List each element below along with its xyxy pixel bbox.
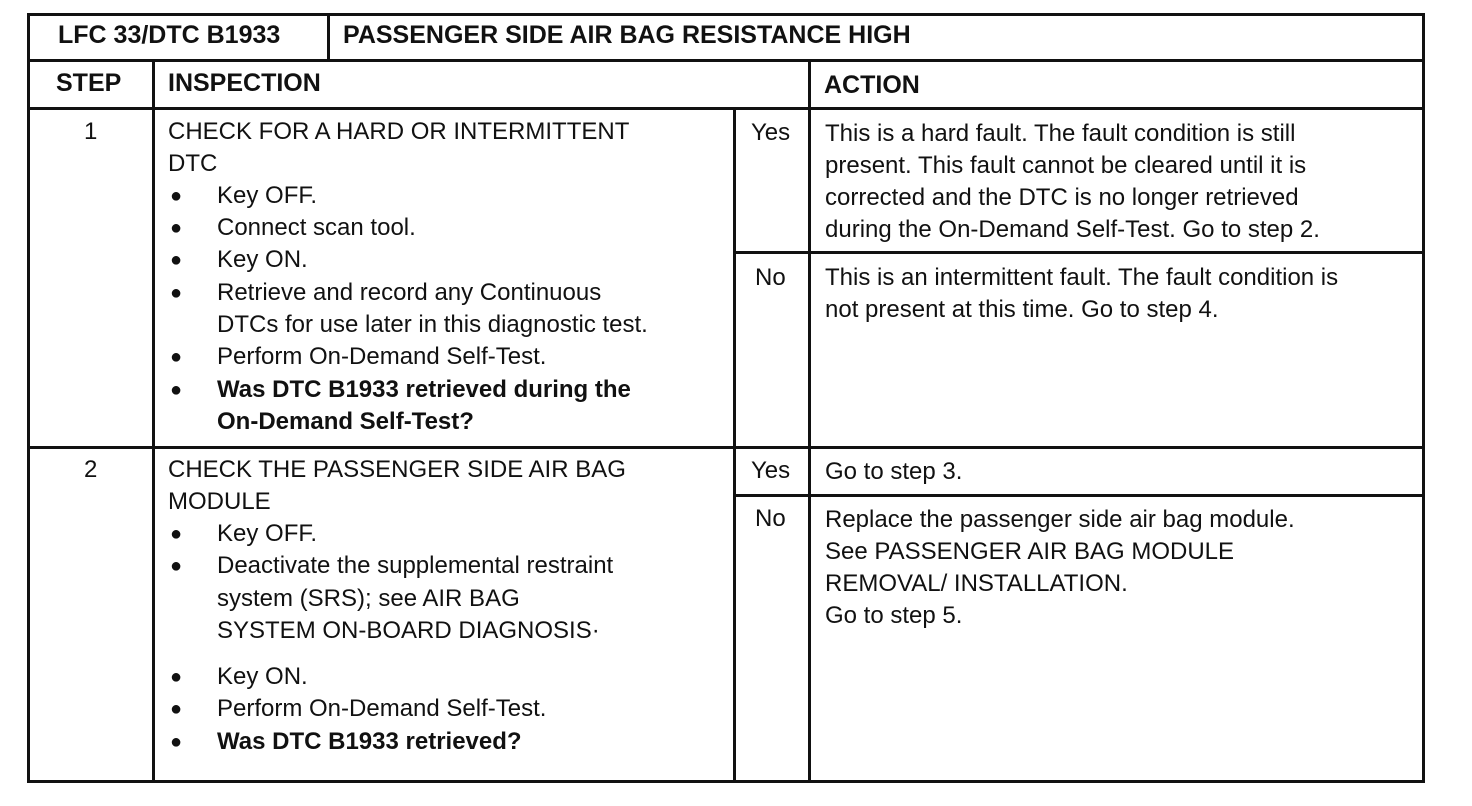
- action-text: Go to step 5.: [825, 602, 963, 629]
- rule-header-divider: [327, 13, 330, 61]
- inspection-item: Deactivate the supplemental restraint: [217, 552, 614, 579]
- step-number: 2: [84, 456, 98, 483]
- bullet-icon: ●: [170, 666, 183, 688]
- yes-label: Yes: [751, 457, 791, 484]
- yes-label: Yes: [751, 119, 791, 146]
- inspection-item: Key ON.: [217, 663, 308, 690]
- rule-row2-yes-no: [733, 494, 1425, 497]
- action-text: This is a hard fault. The fault condition is still: [825, 120, 1296, 147]
- inspection-question: On-Demand Self-Test?: [217, 408, 474, 435]
- inspection-question: Was DTC B1933 retrieved during the: [217, 376, 631, 403]
- no-label: No: [755, 505, 786, 532]
- inspection-item: SYSTEM ON-BOARD DIAGNOSIS·: [217, 617, 600, 644]
- inspection-item: Key OFF.: [217, 182, 318, 209]
- bullet-icon: ●: [170, 555, 183, 577]
- no-label: No: [755, 264, 786, 291]
- rule-yes-no-column: [733, 107, 736, 783]
- rule-between-rows: [27, 446, 1425, 449]
- inspection-item: Perform On-Demand Self-Test.: [217, 695, 547, 722]
- action-text: This is an intermittent fault. The fault condition is: [825, 264, 1339, 291]
- bullet-icon: ●: [170, 282, 183, 304]
- rule-below-header: [27, 59, 1425, 62]
- step-title-line: DTC: [168, 150, 218, 177]
- bullet-icon: ●: [170, 379, 183, 401]
- page-title: PASSENGER SIDE AIR BAG RESISTANCE HIGH: [343, 21, 911, 49]
- bullet-icon: ●: [170, 217, 183, 239]
- inspection-item: Retrieve and record any Continuous: [217, 279, 602, 306]
- step-title-line: CHECK THE PASSENGER SIDE AIR BAG: [168, 456, 626, 483]
- inspection-item: system (SRS); see AIR BAG: [217, 585, 520, 612]
- bullet-icon: ●: [170, 346, 183, 368]
- action-text: corrected and the DTC is no longer retrieved: [825, 184, 1299, 211]
- action-text: Go to step 3.: [825, 458, 963, 485]
- inspection-item: Connect scan tool.: [217, 214, 416, 241]
- action-text: Replace the passenger side air bag module.: [825, 506, 1295, 533]
- action-text: present. This fault cannot be cleared until it is: [825, 152, 1307, 179]
- inspection-item: Perform On-Demand Self-Test.: [217, 343, 547, 370]
- action-text: not present at this time. Go to step 4.: [825, 296, 1219, 323]
- bullet-icon: ●: [170, 523, 183, 545]
- column-head-action: ACTION: [824, 71, 920, 99]
- column-head-inspection: INSPECTION: [168, 69, 321, 97]
- step-title-line: CHECK FOR A HARD OR INTERMITTENT: [168, 118, 630, 145]
- bullet-icon: ●: [170, 698, 183, 720]
- step-title-line: MODULE: [168, 488, 271, 515]
- rule-inspection-action: [808, 59, 811, 783]
- action-text: See PASSENGER AIR BAG MODULE: [825, 538, 1235, 565]
- rule-step-column: [152, 59, 155, 783]
- inspection-question: Was DTC B1933 retrieved?: [217, 728, 522, 755]
- action-text: during the On-Demand Self-Test. Go to step 2.: [825, 216, 1320, 243]
- step-number: 1: [84, 118, 98, 145]
- bullet-icon: ●: [170, 731, 183, 753]
- rule-below-column-heads: [27, 107, 1425, 110]
- dtc-code: LFC 33/DTC B1933: [58, 21, 281, 49]
- bullet-icon: ●: [170, 249, 183, 271]
- bullet-icon: ●: [170, 185, 183, 207]
- inspection-item: DTCs for use later in this diagnostic test.: [217, 311, 648, 338]
- inspection-item: Key ON.: [217, 246, 308, 273]
- column-head-step: STEP: [56, 69, 122, 97]
- rule-row1-yes-no: [733, 251, 1425, 254]
- action-text: REMOVAL/ INSTALLATION.: [825, 570, 1128, 597]
- inspection-item: Key OFF.: [217, 520, 318, 547]
